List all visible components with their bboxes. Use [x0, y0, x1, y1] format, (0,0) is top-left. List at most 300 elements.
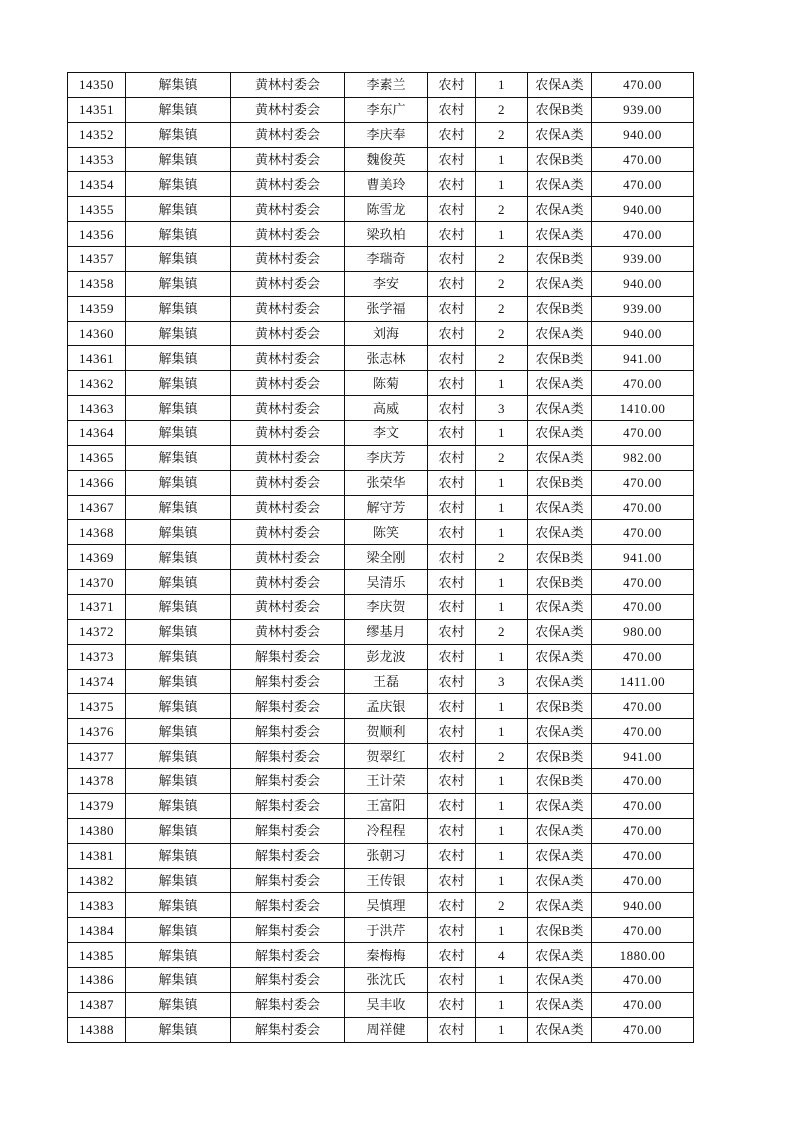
cell-person-count: 1 — [476, 719, 528, 744]
cell-serial-number: 14370 — [68, 570, 126, 595]
table-row — [68, 818, 694, 843]
cell-village-committee: 黄林村委会 — [231, 247, 345, 272]
cell-insurance-type: 农保A类 — [528, 172, 592, 197]
cell-serial-number: 14373 — [68, 644, 126, 669]
cell-name: 刘海 — [345, 321, 428, 346]
cell-town: 解集镇 — [126, 421, 231, 446]
cell-serial-number: 14387 — [68, 992, 126, 1017]
cell-village-committee: 黄林村委会 — [231, 147, 345, 172]
cell-amount: 470.00 — [592, 992, 694, 1017]
cell-village-committee: 解集村委会 — [231, 644, 345, 669]
table-row — [68, 495, 694, 520]
cell-serial-number: 14369 — [68, 545, 126, 570]
cell-town: 解集镇 — [126, 247, 231, 272]
cell-village-committee: 黄林村委会 — [231, 172, 345, 197]
cell-insurance-type: 农保B类 — [528, 545, 592, 570]
cell-amount: 982.00 — [592, 445, 694, 470]
cell-town: 解集镇 — [126, 197, 231, 222]
cell-name: 王计荣 — [345, 769, 428, 794]
cell-category: 农村 — [428, 321, 476, 346]
table-row — [68, 943, 694, 968]
cell-category: 农村 — [428, 247, 476, 272]
cell-village-committee: 黄林村委会 — [231, 73, 345, 98]
cell-category: 农村 — [428, 470, 476, 495]
cell-amount: 1880.00 — [592, 943, 694, 968]
cell-village-committee: 黄林村委会 — [231, 545, 345, 570]
table-row — [68, 619, 694, 644]
cell-name: 李瑞奇 — [345, 247, 428, 272]
cell-category: 农村 — [428, 644, 476, 669]
cell-serial-number: 14356 — [68, 222, 126, 247]
cell-amount: 470.00 — [592, 967, 694, 992]
cell-insurance-type: 农保A类 — [528, 122, 592, 147]
cell-amount: 941.00 — [592, 545, 694, 570]
cell-name: 张荣华 — [345, 470, 428, 495]
cell-name: 高威 — [345, 396, 428, 421]
cell-person-count: 2 — [476, 296, 528, 321]
cell-person-count: 2 — [476, 97, 528, 122]
cell-amount: 940.00 — [592, 122, 694, 147]
cell-amount: 470.00 — [592, 644, 694, 669]
cell-person-count: 1 — [476, 818, 528, 843]
cell-person-count: 2 — [476, 445, 528, 470]
cell-town: 解集镇 — [126, 967, 231, 992]
cell-name: 王磊 — [345, 669, 428, 694]
cell-town: 解集镇 — [126, 346, 231, 371]
cell-name: 梁玖柏 — [345, 222, 428, 247]
cell-name: 于洪芹 — [345, 918, 428, 943]
cell-village-committee: 黄林村委会 — [231, 296, 345, 321]
table-row — [68, 793, 694, 818]
cell-name: 张沈氏 — [345, 967, 428, 992]
cell-serial-number: 14379 — [68, 793, 126, 818]
cell-amount: 470.00 — [592, 73, 694, 98]
cell-village-committee: 解集村委会 — [231, 893, 345, 918]
cell-amount: 1410.00 — [592, 396, 694, 421]
cell-person-count: 2 — [476, 893, 528, 918]
cell-town: 解集镇 — [126, 445, 231, 470]
cell-amount: 470.00 — [592, 520, 694, 545]
cell-amount: 470.00 — [592, 769, 694, 794]
cell-person-count: 2 — [476, 744, 528, 769]
cell-name: 彭龙波 — [345, 644, 428, 669]
cell-person-count: 1 — [476, 495, 528, 520]
table-row — [68, 570, 694, 595]
cell-amount: 940.00 — [592, 893, 694, 918]
cell-insurance-type: 农保A类 — [528, 371, 592, 396]
cell-name: 张学福 — [345, 296, 428, 321]
records-table — [67, 72, 694, 1043]
table-row — [68, 967, 694, 992]
cell-insurance-type: 农保A类 — [528, 495, 592, 520]
cell-serial-number: 14361 — [68, 346, 126, 371]
cell-town: 解集镇 — [126, 595, 231, 620]
cell-village-committee: 解集村委会 — [231, 868, 345, 893]
cell-name: 李东广 — [345, 97, 428, 122]
cell-town: 解集镇 — [126, 97, 231, 122]
cell-person-count: 1 — [476, 992, 528, 1017]
cell-category: 农村 — [428, 495, 476, 520]
cell-person-count: 1 — [476, 1017, 528, 1042]
cell-serial-number: 14352 — [68, 122, 126, 147]
cell-amount: 470.00 — [592, 470, 694, 495]
cell-insurance-type: 农保A类 — [528, 992, 592, 1017]
cell-insurance-type: 农保A类 — [528, 520, 592, 545]
cell-name: 王富阳 — [345, 793, 428, 818]
cell-village-committee: 黄林村委会 — [231, 396, 345, 421]
cell-insurance-type: 农保B类 — [528, 694, 592, 719]
cell-insurance-type: 农保B类 — [528, 296, 592, 321]
cell-person-count: 2 — [476, 271, 528, 296]
cell-town: 解集镇 — [126, 694, 231, 719]
table-row — [68, 296, 694, 321]
cell-serial-number: 14350 — [68, 73, 126, 98]
cell-insurance-type: 农保A类 — [528, 943, 592, 968]
cell-name: 贺翠红 — [345, 744, 428, 769]
table-row — [68, 1017, 694, 1042]
cell-serial-number: 14363 — [68, 396, 126, 421]
cell-person-count: 2 — [476, 122, 528, 147]
cell-person-count: 4 — [476, 943, 528, 968]
table-row — [68, 719, 694, 744]
cell-insurance-type: 农保A类 — [528, 669, 592, 694]
cell-person-count: 1 — [476, 843, 528, 868]
cell-serial-number: 14368 — [68, 520, 126, 545]
cell-name: 李文 — [345, 421, 428, 446]
cell-name: 王传银 — [345, 868, 428, 893]
records-table-body — [68, 73, 694, 1043]
cell-village-committee: 黄林村委会 — [231, 595, 345, 620]
cell-town: 解集镇 — [126, 644, 231, 669]
cell-serial-number: 14388 — [68, 1017, 126, 1042]
cell-village-committee: 解集村委会 — [231, 793, 345, 818]
table-row — [68, 445, 694, 470]
cell-serial-number: 14383 — [68, 893, 126, 918]
cell-village-committee: 解集村委会 — [231, 843, 345, 868]
cell-insurance-type: 农保A类 — [528, 445, 592, 470]
cell-insurance-type: 农保A类 — [528, 73, 592, 98]
table-row — [68, 893, 694, 918]
table-row — [68, 470, 694, 495]
table-row — [68, 97, 694, 122]
cell-village-committee: 黄林村委会 — [231, 619, 345, 644]
cell-name: 陈笑 — [345, 520, 428, 545]
cell-town: 解集镇 — [126, 893, 231, 918]
cell-category: 农村 — [428, 694, 476, 719]
cell-town: 解集镇 — [126, 222, 231, 247]
table-row — [68, 992, 694, 1017]
cell-insurance-type: 农保A类 — [528, 843, 592, 868]
cell-amount: 470.00 — [592, 843, 694, 868]
table-row — [68, 694, 694, 719]
cell-insurance-type: 农保A类 — [528, 197, 592, 222]
table-row — [68, 520, 694, 545]
cell-town: 解集镇 — [126, 992, 231, 1017]
cell-serial-number: 14385 — [68, 943, 126, 968]
cell-insurance-type: 农保A类 — [528, 396, 592, 421]
cell-village-committee: 黄林村委会 — [231, 321, 345, 346]
cell-serial-number: 14384 — [68, 918, 126, 943]
cell-person-count: 1 — [476, 73, 528, 98]
cell-serial-number: 14366 — [68, 470, 126, 495]
cell-serial-number: 14378 — [68, 769, 126, 794]
cell-village-committee: 黄林村委会 — [231, 346, 345, 371]
cell-village-committee: 解集村委会 — [231, 1017, 345, 1042]
cell-serial-number: 14376 — [68, 719, 126, 744]
cell-person-count: 1 — [476, 918, 528, 943]
cell-insurance-type: 农保A类 — [528, 619, 592, 644]
cell-category: 农村 — [428, 793, 476, 818]
cell-name: 吴丰收 — [345, 992, 428, 1017]
cell-person-count: 2 — [476, 545, 528, 570]
cell-name: 吴清乐 — [345, 570, 428, 595]
cell-insurance-type: 农保B类 — [528, 247, 592, 272]
cell-serial-number: 14380 — [68, 818, 126, 843]
cell-insurance-type: 农保A类 — [528, 818, 592, 843]
cell-person-count: 1 — [476, 595, 528, 620]
table-row — [68, 247, 694, 272]
table-row — [68, 421, 694, 446]
table-row — [68, 222, 694, 247]
cell-serial-number: 14362 — [68, 371, 126, 396]
cell-serial-number: 14364 — [68, 421, 126, 446]
cell-amount: 939.00 — [592, 247, 694, 272]
cell-amount: 1411.00 — [592, 669, 694, 694]
cell-name: 陈菊 — [345, 371, 428, 396]
cell-town: 解集镇 — [126, 396, 231, 421]
cell-insurance-type: 农保A类 — [528, 321, 592, 346]
cell-amount: 470.00 — [592, 421, 694, 446]
cell-amount: 940.00 — [592, 197, 694, 222]
cell-insurance-type: 农保A类 — [528, 793, 592, 818]
cell-serial-number: 14372 — [68, 619, 126, 644]
cell-category: 农村 — [428, 619, 476, 644]
cell-name: 秦梅梅 — [345, 943, 428, 968]
table-row — [68, 744, 694, 769]
cell-category: 农村 — [428, 818, 476, 843]
cell-village-committee: 解集村委会 — [231, 943, 345, 968]
cell-town: 解集镇 — [126, 470, 231, 495]
cell-town: 解集镇 — [126, 769, 231, 794]
cell-category: 农村 — [428, 992, 476, 1017]
table-row — [68, 843, 694, 868]
cell-person-count: 1 — [476, 769, 528, 794]
cell-serial-number: 14371 — [68, 595, 126, 620]
cell-person-count: 2 — [476, 619, 528, 644]
cell-category: 农村 — [428, 73, 476, 98]
cell-town: 解集镇 — [126, 570, 231, 595]
table-row — [68, 769, 694, 794]
cell-name: 李素兰 — [345, 73, 428, 98]
cell-town: 解集镇 — [126, 147, 231, 172]
cell-village-committee: 黄林村委会 — [231, 421, 345, 446]
cell-village-committee: 解集村委会 — [231, 992, 345, 1017]
cell-village-committee: 解集村委会 — [231, 669, 345, 694]
cell-town: 解集镇 — [126, 122, 231, 147]
cell-amount: 980.00 — [592, 619, 694, 644]
cell-person-count: 1 — [476, 147, 528, 172]
cell-amount: 470.00 — [592, 918, 694, 943]
cell-category: 农村 — [428, 97, 476, 122]
cell-person-count: 2 — [476, 197, 528, 222]
cell-town: 解集镇 — [126, 843, 231, 868]
table-row — [68, 595, 694, 620]
cell-person-count: 3 — [476, 669, 528, 694]
cell-amount: 470.00 — [592, 495, 694, 520]
cell-insurance-type: 农保A类 — [528, 595, 592, 620]
cell-category: 农村 — [428, 595, 476, 620]
cell-category: 农村 — [428, 843, 476, 868]
cell-town: 解集镇 — [126, 371, 231, 396]
table-row — [68, 371, 694, 396]
cell-village-committee: 解集村委会 — [231, 818, 345, 843]
cell-name: 李庆芳 — [345, 445, 428, 470]
table-row — [68, 147, 694, 172]
cell-category: 农村 — [428, 1017, 476, 1042]
cell-category: 农村 — [428, 520, 476, 545]
cell-category: 农村 — [428, 122, 476, 147]
cell-person-count: 1 — [476, 967, 528, 992]
cell-amount: 470.00 — [592, 147, 694, 172]
cell-town: 解集镇 — [126, 271, 231, 296]
cell-category: 农村 — [428, 222, 476, 247]
cell-insurance-type: 农保B类 — [528, 97, 592, 122]
cell-insurance-type: 农保B类 — [528, 744, 592, 769]
cell-insurance-type: 农保B类 — [528, 346, 592, 371]
cell-name: 曹美玲 — [345, 172, 428, 197]
cell-name: 解守芳 — [345, 495, 428, 520]
cell-town: 解集镇 — [126, 793, 231, 818]
cell-person-count: 1 — [476, 520, 528, 545]
cell-person-count: 1 — [476, 421, 528, 446]
cell-category: 农村 — [428, 197, 476, 222]
cell-town: 解集镇 — [126, 296, 231, 321]
cell-insurance-type: 农保A类 — [528, 967, 592, 992]
cell-category: 农村 — [428, 296, 476, 321]
cell-insurance-type: 农保A类 — [528, 719, 592, 744]
cell-insurance-type: 农保A类 — [528, 893, 592, 918]
table-row — [68, 868, 694, 893]
cell-town: 解集镇 — [126, 744, 231, 769]
cell-insurance-type: 农保B类 — [528, 769, 592, 794]
table-row — [68, 545, 694, 570]
cell-category: 农村 — [428, 421, 476, 446]
cell-town: 解集镇 — [126, 172, 231, 197]
cell-serial-number: 14382 — [68, 868, 126, 893]
cell-category: 农村 — [428, 744, 476, 769]
cell-insurance-type: 农保B类 — [528, 570, 592, 595]
cell-person-count: 1 — [476, 222, 528, 247]
cell-serial-number: 14357 — [68, 247, 126, 272]
cell-town: 解集镇 — [126, 321, 231, 346]
cell-town: 解集镇 — [126, 918, 231, 943]
cell-village-committee: 黄林村委会 — [231, 470, 345, 495]
cell-insurance-type: 农保A类 — [528, 421, 592, 446]
cell-village-committee: 黄林村委会 — [231, 222, 345, 247]
cell-category: 农村 — [428, 769, 476, 794]
cell-amount: 470.00 — [592, 719, 694, 744]
cell-serial-number: 14354 — [68, 172, 126, 197]
cell-village-committee: 黄林村委会 — [231, 445, 345, 470]
cell-name: 李庆奉 — [345, 122, 428, 147]
cell-village-committee: 解集村委会 — [231, 967, 345, 992]
cell-village-committee: 黄林村委会 — [231, 570, 345, 595]
cell-person-count: 2 — [476, 346, 528, 371]
cell-village-committee: 黄林村委会 — [231, 271, 345, 296]
table-row — [68, 73, 694, 98]
table-row — [68, 346, 694, 371]
cell-amount: 470.00 — [592, 222, 694, 247]
cell-serial-number: 14367 — [68, 495, 126, 520]
cell-person-count: 2 — [476, 321, 528, 346]
cell-serial-number: 14377 — [68, 744, 126, 769]
cell-category: 农村 — [428, 147, 476, 172]
cell-name: 陈雪龙 — [345, 197, 428, 222]
cell-category: 农村 — [428, 396, 476, 421]
cell-serial-number: 14360 — [68, 321, 126, 346]
table-row — [68, 172, 694, 197]
cell-category: 农村 — [428, 893, 476, 918]
cell-name: 吴慎理 — [345, 893, 428, 918]
cell-village-committee: 解集村委会 — [231, 694, 345, 719]
cell-name: 缪基月 — [345, 619, 428, 644]
cell-name: 李安 — [345, 271, 428, 296]
cell-amount: 470.00 — [592, 694, 694, 719]
cell-village-committee: 解集村委会 — [231, 744, 345, 769]
cell-town: 解集镇 — [126, 669, 231, 694]
cell-amount: 470.00 — [592, 1017, 694, 1042]
cell-village-committee: 黄林村委会 — [231, 371, 345, 396]
cell-serial-number: 14374 — [68, 669, 126, 694]
cell-person-count: 3 — [476, 396, 528, 421]
cell-insurance-type: 农保A类 — [528, 644, 592, 669]
cell-town: 解集镇 — [126, 520, 231, 545]
cell-insurance-type: 农保B类 — [528, 147, 592, 172]
cell-village-committee: 黄林村委会 — [231, 197, 345, 222]
cell-village-committee: 黄林村委会 — [231, 495, 345, 520]
cell-name: 张朝习 — [345, 843, 428, 868]
table-row — [68, 669, 694, 694]
cell-person-count: 1 — [476, 371, 528, 396]
table-row — [68, 644, 694, 669]
cell-insurance-type: 农保A类 — [528, 271, 592, 296]
cell-serial-number: 14386 — [68, 967, 126, 992]
cell-serial-number: 14353 — [68, 147, 126, 172]
cell-person-count: 1 — [476, 793, 528, 818]
cell-town: 解集镇 — [126, 943, 231, 968]
cell-town: 解集镇 — [126, 545, 231, 570]
cell-amount: 470.00 — [592, 793, 694, 818]
cell-insurance-type: 农保A类 — [528, 868, 592, 893]
table-row — [68, 122, 694, 147]
cell-name: 冷程程 — [345, 818, 428, 843]
cell-category: 农村 — [428, 172, 476, 197]
table-row — [68, 271, 694, 296]
cell-insurance-type: 农保B类 — [528, 470, 592, 495]
cell-amount: 470.00 — [592, 595, 694, 620]
cell-village-committee: 解集村委会 — [231, 918, 345, 943]
cell-village-committee: 解集村委会 — [231, 719, 345, 744]
cell-town: 解集镇 — [126, 868, 231, 893]
cell-person-count: 1 — [476, 570, 528, 595]
table-row — [68, 396, 694, 421]
cell-amount: 940.00 — [592, 321, 694, 346]
cell-category: 农村 — [428, 371, 476, 396]
cell-village-committee: 黄林村委会 — [231, 122, 345, 147]
cell-name: 贺顺利 — [345, 719, 428, 744]
cell-town: 解集镇 — [126, 495, 231, 520]
cell-amount: 470.00 — [592, 818, 694, 843]
